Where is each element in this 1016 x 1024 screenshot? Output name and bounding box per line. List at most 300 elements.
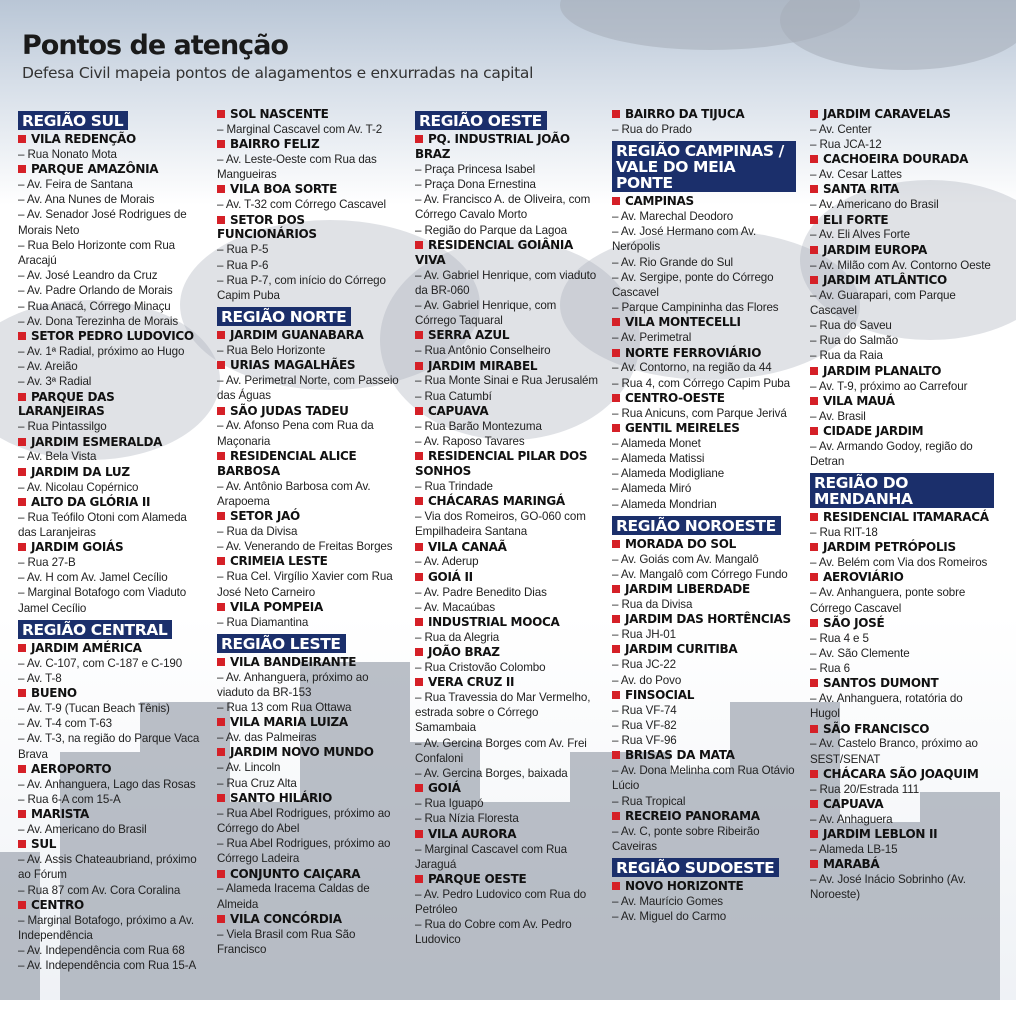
- dash-icon: –: [612, 673, 621, 687]
- dash-icon: –: [217, 670, 226, 684]
- street-item: [810, 646, 994, 661]
- dash-icon: –: [217, 701, 227, 715]
- neighborhood-name: [217, 182, 401, 197]
- dash-icon: –: [415, 374, 425, 388]
- neighborhood-label: RESIDENCIAL ITAMARACÁ: [823, 510, 989, 525]
- street-label: Av. Anhanguera, próximo ao viaduto da BR-153: [217, 670, 369, 699]
- neighborhood-name: [18, 465, 202, 480]
- dash-icon: –: [810, 409, 819, 423]
- neighborhood-name: [415, 494, 599, 509]
- neighborhood-name: [18, 762, 202, 777]
- street-item: [415, 223, 599, 238]
- red-square-bullet-icon: [217, 603, 225, 611]
- red-square-bullet-icon: [18, 840, 26, 848]
- column-1: [18, 107, 202, 974]
- red-square-bullet-icon: [810, 800, 818, 808]
- street-item: [612, 703, 796, 718]
- dash-icon: –: [18, 702, 27, 716]
- neighborhood-name: [810, 540, 994, 555]
- neighborhood-name: [415, 540, 599, 555]
- street-label: Rua Teófilo Otoni com Alameda das Laranjeiras: [18, 510, 187, 539]
- neighborhood-name: [217, 867, 401, 882]
- street-item: [217, 258, 401, 273]
- dash-icon: –: [217, 806, 227, 820]
- red-square-bullet-icon: [415, 618, 423, 626]
- dash-icon: –: [415, 918, 425, 932]
- street-label: Av. Dona Melinha com Rua Otávio Lúcio: [612, 764, 795, 793]
- street-item: [810, 691, 994, 721]
- red-square-bullet-icon: [612, 424, 620, 432]
- street-label: Rua da Divisa: [621, 598, 693, 612]
- neighborhood-name: [612, 537, 796, 552]
- neighborhood-name: [18, 898, 202, 913]
- dash-icon: –: [612, 331, 621, 345]
- street-item: [415, 630, 599, 645]
- neighborhood-name: [810, 182, 994, 197]
- street-label: Av. Maurício Gomes: [620, 894, 723, 908]
- red-square-bullet-icon: [217, 407, 225, 415]
- street-item: [415, 887, 599, 917]
- street-item: [217, 197, 401, 212]
- neighborhood-name: [415, 675, 599, 690]
- street-item: [612, 673, 796, 688]
- dash-icon: –: [810, 379, 819, 393]
- street-label: Av. São Clemente: [818, 646, 910, 660]
- red-square-bullet-icon: [217, 452, 225, 460]
- red-square-bullet-icon: [415, 407, 423, 415]
- dash-icon: –: [415, 419, 425, 433]
- street-item: [18, 570, 202, 585]
- street-label: Av. Ana Nunes de Morais: [26, 193, 155, 207]
- street-label: Rua Cruz Alta: [226, 776, 297, 790]
- neighborhood-label: SETOR PEDRO LUDOVICO: [31, 329, 194, 344]
- neighborhood-label: JARDIM LEBLON II: [823, 827, 938, 842]
- neighborhood-label: CHÁCARAS MARINGÁ: [428, 494, 565, 509]
- neighborhood-name: [810, 364, 994, 379]
- neighborhood-label: CAPUAVA: [823, 796, 884, 811]
- neighborhood-label: CHÁCARA SÃO JOAQUIM: [823, 766, 979, 781]
- street-item: [18, 314, 202, 329]
- street-label: Av. José Inácio Sobrinho (Av. Noroeste): [810, 873, 966, 902]
- neighborhood-label: VERA CRUZ II: [428, 675, 515, 690]
- street-label: Av. Lincoln: [225, 761, 281, 775]
- region-heading: REGIÃO DO MENDANHA: [810, 473, 994, 508]
- street-label: Av. Afonso Pena com Rua da Maçonaria: [217, 419, 374, 448]
- street-label: Av. Bela Vista: [26, 450, 97, 464]
- street-label: Av. Mangalô com Córrego Fundo: [620, 568, 788, 581]
- street-label: Rua 6-A com 15-A: [27, 792, 121, 806]
- dash-icon: –: [612, 794, 622, 808]
- street-item: [18, 192, 202, 207]
- neighborhood-name: [810, 213, 994, 228]
- street-item: [217, 524, 401, 539]
- street-label: Rua 4, com Córrego Capim Puba: [621, 376, 790, 390]
- cloud-decoration: [780, 0, 1016, 70]
- dash-icon: –: [612, 301, 622, 315]
- red-square-bullet-icon: [217, 748, 225, 756]
- dash-icon: –: [810, 319, 820, 333]
- red-square-bullet-icon: [810, 543, 818, 551]
- street-item: [18, 555, 202, 570]
- dash-icon: –: [18, 717, 27, 731]
- red-square-bullet-icon: [18, 393, 26, 401]
- red-square-bullet-icon: [810, 725, 818, 733]
- street-label: Rua VF-74: [621, 703, 677, 717]
- red-square-bullet-icon: [810, 110, 818, 118]
- street-label: Alameda Matissi: [620, 452, 705, 466]
- street-item: [18, 701, 202, 716]
- dash-icon: –: [415, 691, 425, 705]
- neighborhood-label: RESIDENCIAL ALICE BARBOSA: [217, 448, 357, 478]
- street-item: [217, 670, 401, 700]
- street-item: [810, 227, 994, 242]
- dash-icon: –: [217, 419, 226, 433]
- dash-icon: –: [18, 450, 27, 464]
- dash-icon: –: [415, 630, 425, 644]
- column-3: [415, 107, 599, 948]
- street-label: Av. Center: [818, 122, 872, 136]
- neighborhood-label: JARDIM MIRABEL: [428, 358, 538, 373]
- dash-icon: –: [810, 692, 819, 706]
- dash-icon: –: [18, 344, 27, 358]
- dash-icon: –: [612, 552, 621, 566]
- red-square-bullet-icon: [217, 185, 225, 193]
- dash-icon: –: [612, 122, 622, 136]
- neighborhood-name: [612, 612, 796, 627]
- street-label: Rua Abel Rodrigues, próximo ao Córrego Ladeira: [217, 837, 391, 866]
- neighborhood-label: VILA CANAÃ: [428, 539, 507, 554]
- street-label: Av. T-8: [26, 671, 62, 685]
- dash-icon: –: [612, 376, 622, 390]
- street-item: [810, 736, 994, 766]
- neighborhood-label: SANTA RITA: [823, 182, 899, 197]
- street-item: [18, 510, 202, 540]
- street-item: [415, 690, 599, 736]
- neighborhood-label: SOL NASCENTE: [230, 107, 329, 121]
- dash-icon: –: [415, 268, 424, 282]
- dash-icon: –: [612, 361, 621, 375]
- red-square-bullet-icon: [810, 367, 818, 375]
- neighborhood-name: [217, 137, 401, 152]
- dash-icon: –: [810, 228, 819, 242]
- street-label: Praça Princesa Isabel: [424, 162, 536, 176]
- neighborhood-label: VILA CONCÓRDIA: [230, 911, 342, 926]
- neighborhood-name: [18, 162, 202, 177]
- street-item: [810, 842, 994, 857]
- street-label: Rua Belo Horizonte com Rua Aracajú: [18, 238, 176, 268]
- dash-icon: –: [612, 406, 622, 420]
- street-item: [612, 497, 796, 512]
- street-label: Marginal Cascavel com Av. T-2: [226, 122, 383, 136]
- red-square-bullet-icon: [810, 573, 818, 581]
- neighborhood-name: [612, 809, 796, 824]
- neighborhood-label: JARDIM EUROPA: [823, 242, 928, 257]
- dash-icon: –: [612, 270, 621, 284]
- dash-icon: –: [810, 349, 820, 363]
- red-square-bullet-icon: [810, 830, 818, 838]
- red-square-bullet-icon: [810, 155, 818, 163]
- red-square-bullet-icon: [415, 784, 423, 792]
- street-item: [18, 585, 202, 615]
- red-square-bullet-icon: [810, 397, 818, 405]
- neighborhood-name: [415, 781, 599, 796]
- street-item: [217, 730, 401, 745]
- neighborhood-name: [810, 107, 994, 122]
- neighborhood-label: MORADA DO SOL: [625, 536, 737, 551]
- red-square-bullet-icon: [18, 165, 26, 173]
- neighborhood-name: [810, 797, 994, 812]
- street-item: [415, 268, 599, 298]
- street-label: Rua Abel Rodrigues, próximo ao Córrego do Abel: [217, 806, 391, 835]
- dash-icon: –: [217, 570, 227, 584]
- street-label: Av. Francisco A. de Oliveira, com Córrego Cavalo Morto: [415, 193, 591, 222]
- street-label: Rua do Cobre com Av. Pedro Ludovico: [415, 918, 572, 947]
- street-label: Av. Raposo Tavares: [423, 434, 525, 448]
- dash-icon: –: [612, 225, 621, 239]
- street-item: [810, 872, 994, 902]
- street-label: Rua VF-82: [621, 718, 677, 732]
- red-square-bullet-icon: [217, 110, 225, 118]
- dash-icon: –: [810, 662, 820, 676]
- ground: [0, 1000, 1016, 1024]
- street-label: Av. Nicolau Copérnico: [26, 480, 139, 494]
- street-label: Av. das Palmeiras: [225, 731, 317, 745]
- street-item: [18, 822, 202, 837]
- dash-icon: –: [810, 556, 819, 570]
- street-label: Rua do Saveu: [819, 319, 892, 333]
- neighborhood-label: JARDIM LIBERDADE: [625, 582, 750, 597]
- neighborhood-label: MARISTA: [31, 807, 90, 822]
- dash-icon: –: [18, 375, 27, 389]
- neighborhood-name: [415, 238, 599, 268]
- street-item: [612, 597, 796, 612]
- red-square-bullet-icon: [18, 135, 26, 143]
- neighborhood-name: [18, 540, 202, 555]
- street-item: [415, 842, 599, 872]
- street-item: [810, 812, 994, 827]
- street-label: Rua P-6: [226, 258, 269, 272]
- street-item: [415, 796, 599, 811]
- street-item: [217, 273, 401, 303]
- dash-icon: –: [217, 837, 227, 851]
- red-square-bullet-icon: [217, 915, 225, 923]
- neighborhood-label: JARDIM CURITIBA: [625, 642, 738, 657]
- street-label: Alameda Modigliane: [620, 467, 725, 481]
- street-item: [810, 167, 994, 182]
- dash-icon: –: [415, 842, 425, 856]
- dash-icon: –: [415, 767, 424, 781]
- dash-icon: –: [217, 615, 227, 629]
- street-label: Rua 87 com Av. Cora Coralina: [27, 883, 181, 897]
- street-item: [415, 177, 599, 192]
- neighborhood-label: GOIÁ II: [428, 569, 473, 584]
- street-item: [415, 811, 599, 826]
- dash-icon: –: [810, 198, 819, 212]
- street-item: [612, 794, 796, 809]
- street-label: Rua Nonato Mota: [27, 147, 117, 161]
- neighborhood-label: GENTIL MEIRELES: [625, 420, 740, 435]
- dash-icon: –: [217, 198, 226, 212]
- dash-icon: –: [810, 737, 819, 751]
- street-item: [18, 671, 202, 686]
- street-item: [612, 270, 796, 300]
- street-item: [217, 152, 401, 182]
- neighborhood-name: [810, 424, 994, 439]
- dash-icon: –: [810, 138, 820, 152]
- street-label: Av. José Hermano com Av. Nerópolis: [612, 225, 757, 254]
- dash-icon: –: [612, 255, 621, 269]
- street-label: Rua 27-B: [27, 556, 76, 570]
- street-item: [217, 418, 401, 448]
- street-label: Av. Padre Benedito Dias: [423, 585, 547, 599]
- street-item: [612, 466, 796, 481]
- neighborhood-label: VILA MONTECELLI: [625, 315, 741, 330]
- region-heading: REGIÃO LESTE: [217, 634, 346, 653]
- neighborhood-name: [810, 273, 994, 288]
- neighborhood-name: [18, 132, 202, 147]
- neighborhood-name: [612, 391, 796, 406]
- street-item: [415, 419, 599, 434]
- street-item: [810, 197, 994, 212]
- neighborhood-label: JARDIM CARAVELAS: [823, 107, 951, 121]
- street-label: Alameda Mondrian: [620, 497, 717, 511]
- neighborhood-name: [217, 600, 401, 615]
- dash-icon: –: [415, 193, 424, 207]
- street-item: [415, 554, 599, 569]
- street-item: [612, 657, 796, 672]
- street-item: [810, 379, 994, 394]
- street-label: Av. T-3, na região do Parque Vaca Brava: [18, 732, 200, 761]
- red-square-bullet-icon: [612, 394, 620, 402]
- street-label: Região do Parque da Lagoa: [424, 223, 568, 237]
- dash-icon: –: [18, 823, 27, 837]
- dash-icon: –: [217, 761, 226, 775]
- red-square-bullet-icon: [415, 241, 423, 249]
- street-label: Rua da Alegria: [424, 630, 500, 644]
- street-label: Rua Barão Montezuma: [424, 419, 542, 433]
- dash-icon: –: [217, 882, 226, 896]
- dash-icon: –: [18, 959, 27, 973]
- neighborhood-label: FINSOCIAL: [625, 687, 695, 702]
- dash-icon: –: [612, 734, 622, 748]
- neighborhood-label: URIAS MAGALHÃES: [230, 358, 356, 373]
- region-heading: REGIÃO NOROESTE: [612, 516, 781, 535]
- street-label: Rua P-5: [226, 243, 269, 257]
- dash-icon: –: [810, 334, 820, 348]
- street-item: [415, 298, 599, 328]
- street-item: [18, 359, 202, 374]
- neighborhood-name: [18, 641, 202, 656]
- street-label: Rua 6: [819, 662, 850, 676]
- street-item: [18, 374, 202, 389]
- region-heading: REGIÃO CAMPINAS / VALE DO MEIA PONTE: [612, 141, 796, 192]
- red-square-bullet-icon: [217, 216, 225, 224]
- street-label: Av. 1ª Radial, próximo ao Hugo: [26, 344, 185, 358]
- neighborhood-name: [810, 767, 994, 782]
- neighborhood-label: SETOR DOS FUNCIONÁRIOS: [217, 212, 317, 242]
- dash-icon: –: [18, 178, 27, 192]
- dash-icon: –: [217, 344, 227, 358]
- street-item: [18, 480, 202, 495]
- neighborhood-label: PARQUE DAS LARANJEIRAS: [18, 389, 115, 419]
- neighborhood-name: [810, 394, 994, 409]
- street-label: Av. Brasil: [818, 409, 866, 423]
- street-label: Rua Catumbí: [424, 389, 492, 403]
- street-label: Av. Independência com Rua 68: [26, 944, 185, 958]
- street-item: [217, 343, 401, 358]
- street-item: [18, 656, 202, 671]
- street-label: Rua Iguapó: [424, 797, 484, 811]
- street-item: [810, 661, 994, 676]
- dash-icon: –: [415, 736, 424, 750]
- dash-icon: –: [810, 168, 819, 182]
- street-label: Alameda Iracema Caldas de Almeida: [217, 882, 370, 911]
- neighborhood-name: [415, 827, 599, 842]
- red-square-bullet-icon: [810, 860, 818, 868]
- street-label: Av. Pedro Ludovico com Rua do Petróleo: [415, 887, 587, 917]
- street-label: Av. Dona Terezinha de Morais: [26, 314, 179, 328]
- neighborhood-name: [612, 346, 796, 361]
- dash-icon: –: [217, 731, 226, 745]
- neighborhood-label: VILA MAUÁ: [823, 393, 895, 408]
- street-item: [612, 567, 796, 582]
- street-item: [18, 852, 202, 882]
- dash-icon: –: [18, 671, 27, 685]
- neighborhood-name: [217, 554, 401, 569]
- street-item: [612, 718, 796, 733]
- street-item: [415, 600, 599, 615]
- dash-icon: –: [612, 598, 622, 612]
- dash-icon: –: [612, 703, 622, 717]
- street-item: [612, 406, 796, 421]
- street-item: [18, 147, 202, 162]
- neighborhood-label: JARDIM ESMERALDA: [31, 434, 163, 449]
- street-label: Av. Armando Godoy, região do Detran: [810, 439, 973, 468]
- street-item: [18, 731, 202, 761]
- neighborhood-label: SÃO JOSÉ: [823, 615, 885, 630]
- street-label: Rua Anacá, Córrego Minaçu: [27, 299, 171, 313]
- street-item: [18, 958, 202, 973]
- neighborhood-name: [415, 328, 599, 343]
- red-square-bullet-icon: [18, 332, 26, 340]
- red-square-bullet-icon: [415, 135, 423, 143]
- red-square-bullet-icon: [217, 331, 225, 339]
- street-item: [18, 777, 202, 792]
- neighborhood-label: PQ. INDUSTRIAL JOÃO BRAZ: [415, 132, 570, 161]
- street-label: Av. Sergipe, ponte do Córrego Cascavel: [612, 270, 774, 300]
- neighborhood-name: [810, 676, 994, 691]
- street-item: [415, 373, 599, 388]
- street-item: [810, 631, 994, 646]
- neighborhood-label: AEROVIÁRIO: [823, 570, 904, 585]
- dash-icon: –: [18, 571, 27, 585]
- street-item: [415, 343, 599, 358]
- dash-icon: –: [415, 797, 425, 811]
- street-label: Av. Senador José Rodrigues de Morais Neto: [18, 208, 187, 237]
- street-item: [217, 836, 401, 866]
- neighborhood-label: JARDIM GUANABARA: [230, 328, 364, 343]
- street-item: [415, 660, 599, 675]
- neighborhood-name: [217, 449, 401, 479]
- dash-icon: –: [612, 764, 621, 778]
- red-square-bullet-icon: [810, 185, 818, 193]
- dash-icon: –: [18, 913, 28, 927]
- dash-icon: –: [810, 782, 820, 796]
- neighborhood-label: CIDADE JARDIM: [823, 423, 924, 438]
- street-label: Av. Goiás com Av. Mangalô: [620, 552, 759, 566]
- street-label: Av. H com Av. Jamel Cecílio: [26, 571, 168, 585]
- neighborhood-label: INDUSTRIAL MOOCA: [428, 614, 560, 629]
